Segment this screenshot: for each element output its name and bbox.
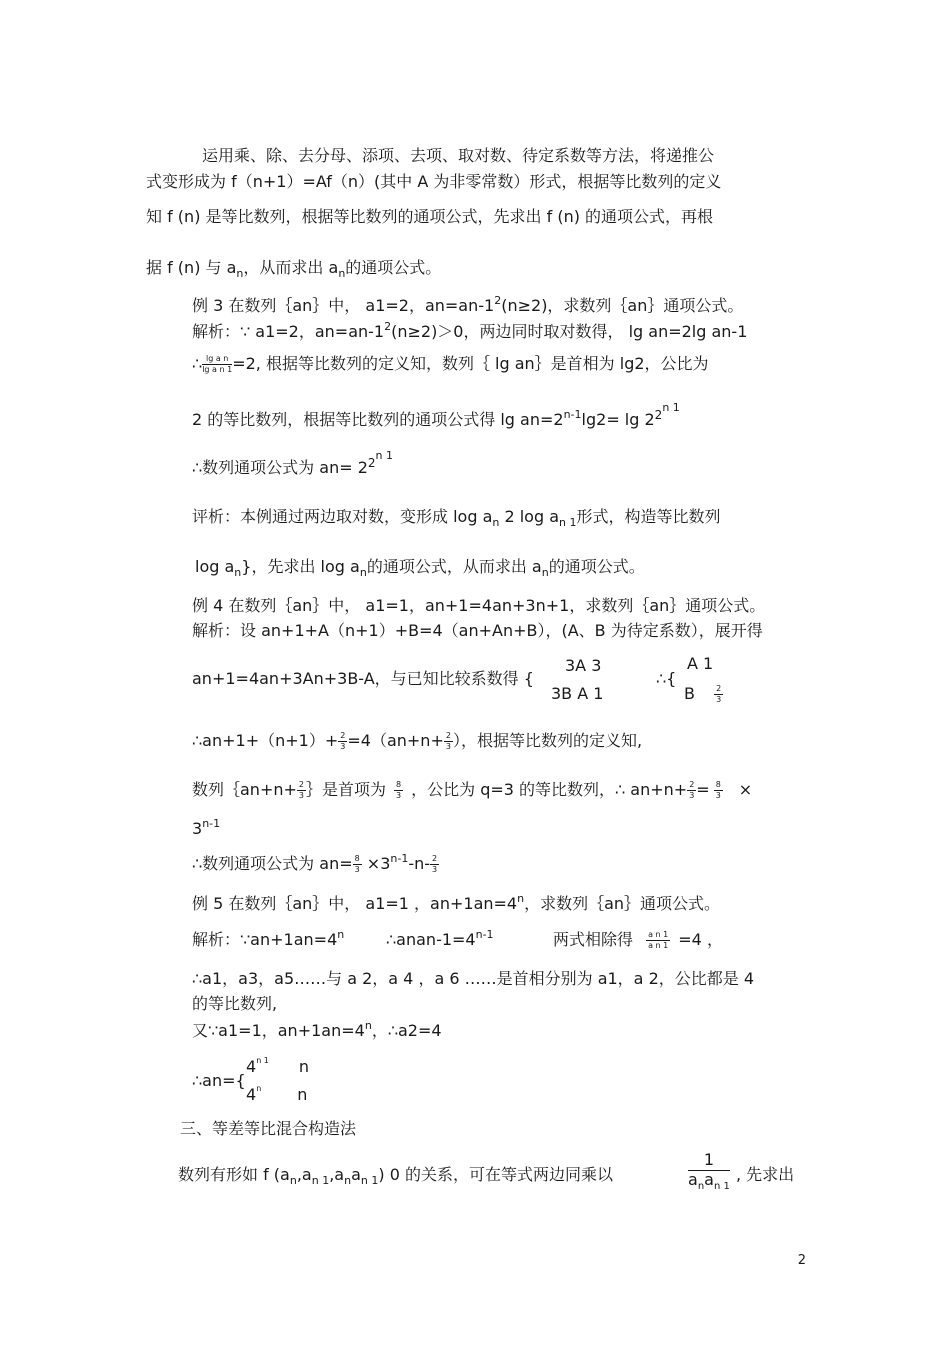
ex5-solution: 解析：$\because an+1an=4^n$ bbox=[192, 928, 345, 949]
ex4-system-row-2: 3B A 1 bbox=[551, 684, 604, 703]
intro-line-4: 据 f (n) 与 $a_n$，从而求出 $a_n$的通项公式。 bbox=[146, 258, 442, 280]
intro-line-1: 运用乘、除、去分母、添项、去项、取对数、待定系数等方法，将递推公 bbox=[202, 146, 715, 165]
section-3-line-1: 数列有形如 f $(a_n,a_{n 1},a_na_{n 1})$ 0 的关系，可在等式两边同乘以 bbox=[178, 1165, 613, 1187]
ex4-result-brace: ∴{ bbox=[656, 669, 677, 688]
ex5-case-1: $4^{n 1}$ n bbox=[246, 1056, 310, 1076]
ex3-solution: 解析：∵ a1=2，$an=an-1^2(n\ge 2)>0$，两边同时取对数得， lg an=2lg an-1 bbox=[192, 320, 748, 341]
ex5-result-brace: ∴an={ bbox=[192, 1071, 246, 1090]
ex3-comment-2: $\log a_n$}，先求出 $\log a_n$的通项公式，从而求出 $a_n$的通项公式。 bbox=[195, 557, 645, 579]
ex4-solution: 解析：设 an+1+A（n+1）+B=4（an+An+B），(A、B 为待定系数），展开得 bbox=[192, 621, 763, 640]
ex4-result-row-1: A 1 bbox=[687, 654, 714, 673]
ex3-line-4: 2 的等比数列，根据等比数列的通项公式得 $\lg an=2^{n-1}\lg 2= \lg 2^{2n 1}$ bbox=[192, 401, 680, 429]
ex4-result: ∴数列通项公式为 an= $\frac{8}{3}$ $\times 3^{n-1}-n-$ $\frac{2}{3}$ bbox=[192, 852, 438, 874]
ex5-line-4: 的等比数列, bbox=[192, 994, 278, 1013]
ex4-line-4: ∴an+1+（n+1）+ $\frac{2}{3}$ =4（an+n+ $\frac{2}{3}$ ），根据等比数列的定义知, bbox=[192, 731, 643, 751]
ex3-fraction: $\frac{\text{lg a n}}{\text{lg a n 1}}$ bbox=[202, 354, 233, 374]
intro-line-2: 式变形成为 f（n+1）=Af（n）(其中 A 为非零常数）形式，根据等比数列的定义 bbox=[146, 172, 722, 191]
ex4-result-row-2: B $\frac{2}{3}$ bbox=[684, 684, 722, 704]
ex5-title: 例 5 在数列｛an｝中， a1=1 ，$an+1an=4^n$，求数列｛an｝通项公式。 bbox=[192, 892, 721, 913]
section-3-line-1-tail: , 先求出 bbox=[736, 1165, 795, 1184]
ex5-solution-2: $\therefore anan-1=4^{n-1}$ bbox=[386, 928, 494, 949]
ex3-line-3: ∴ $\frac{\text{lg a n}}{\text{lg a n 1}}$ =2, 根据等比数列的定义知，数列｛ lg an｝是首相为 lg2，公比为 bbox=[192, 354, 709, 374]
section-3-heading: 三、等差等比混合构造法 bbox=[180, 1119, 357, 1138]
intro-line-3: 知 f (n) 是等比数列，根据等比数列的通项公式，先求出 f (n) 的通项公式，再根 bbox=[146, 207, 714, 226]
ex4-title: 例 4 在数列｛an｝中， a1=1，an+1=4an+3n+1，求数列｛an｝通项公式。 bbox=[192, 596, 766, 615]
page-number: 2 bbox=[797, 1253, 806, 1268]
ex4-system-row-1: 3A 3 bbox=[565, 656, 602, 675]
ex4-equation: an+1=4an+3An+3B-A，与已知比较系数得 { bbox=[192, 669, 534, 688]
section-3-fraction: $\frac{1}{a_na_{n 1}}$ bbox=[688, 1150, 730, 1192]
ex5-solution-3: 两式相除得 $\frac{\text{a n 1}}{\text{a n 1}}$ =4 ， bbox=[553, 930, 723, 950]
ex5-line-5: 又∵a1=1，$an+1an=4^n$，∴a2=4 bbox=[192, 1019, 442, 1040]
ex3-comment-1: 评析：本例通过两边取对数，变形成 $\log a_n$ 2 $\log a_{n 1}$形式，构造等比数列 bbox=[192, 507, 721, 529]
ex5-line-3: ∴a1，a3，a5……与 a 2，a 4 ，a 6 ……是首相分别为 a1，a 2，公比都是 4 bbox=[192, 969, 755, 988]
ex4-line-5: 数列｛an+n+ $\frac{2}{3}$ ｝是首项为 $\frac{8}{3}$ ，公比为 q=3 的等比数列，∴ an+n+ $\frac{2}{3}$ = $\frac{8}{3}$ × bbox=[192, 780, 753, 800]
ex5-case-2: 4$^n$ n bbox=[246, 1084, 308, 1104]
ex3-title: 例 3 在数列｛an｝中， a1=2，$an=an-1^2(n\ge 2)$，求数列｛an｝通项公式。 bbox=[192, 294, 744, 315]
ex3-result: ∴数列通项公式为 $an= 2^{2n 1}$ bbox=[192, 449, 393, 477]
ex4-line-6: 3$^{n-1}$ bbox=[192, 817, 221, 838]
